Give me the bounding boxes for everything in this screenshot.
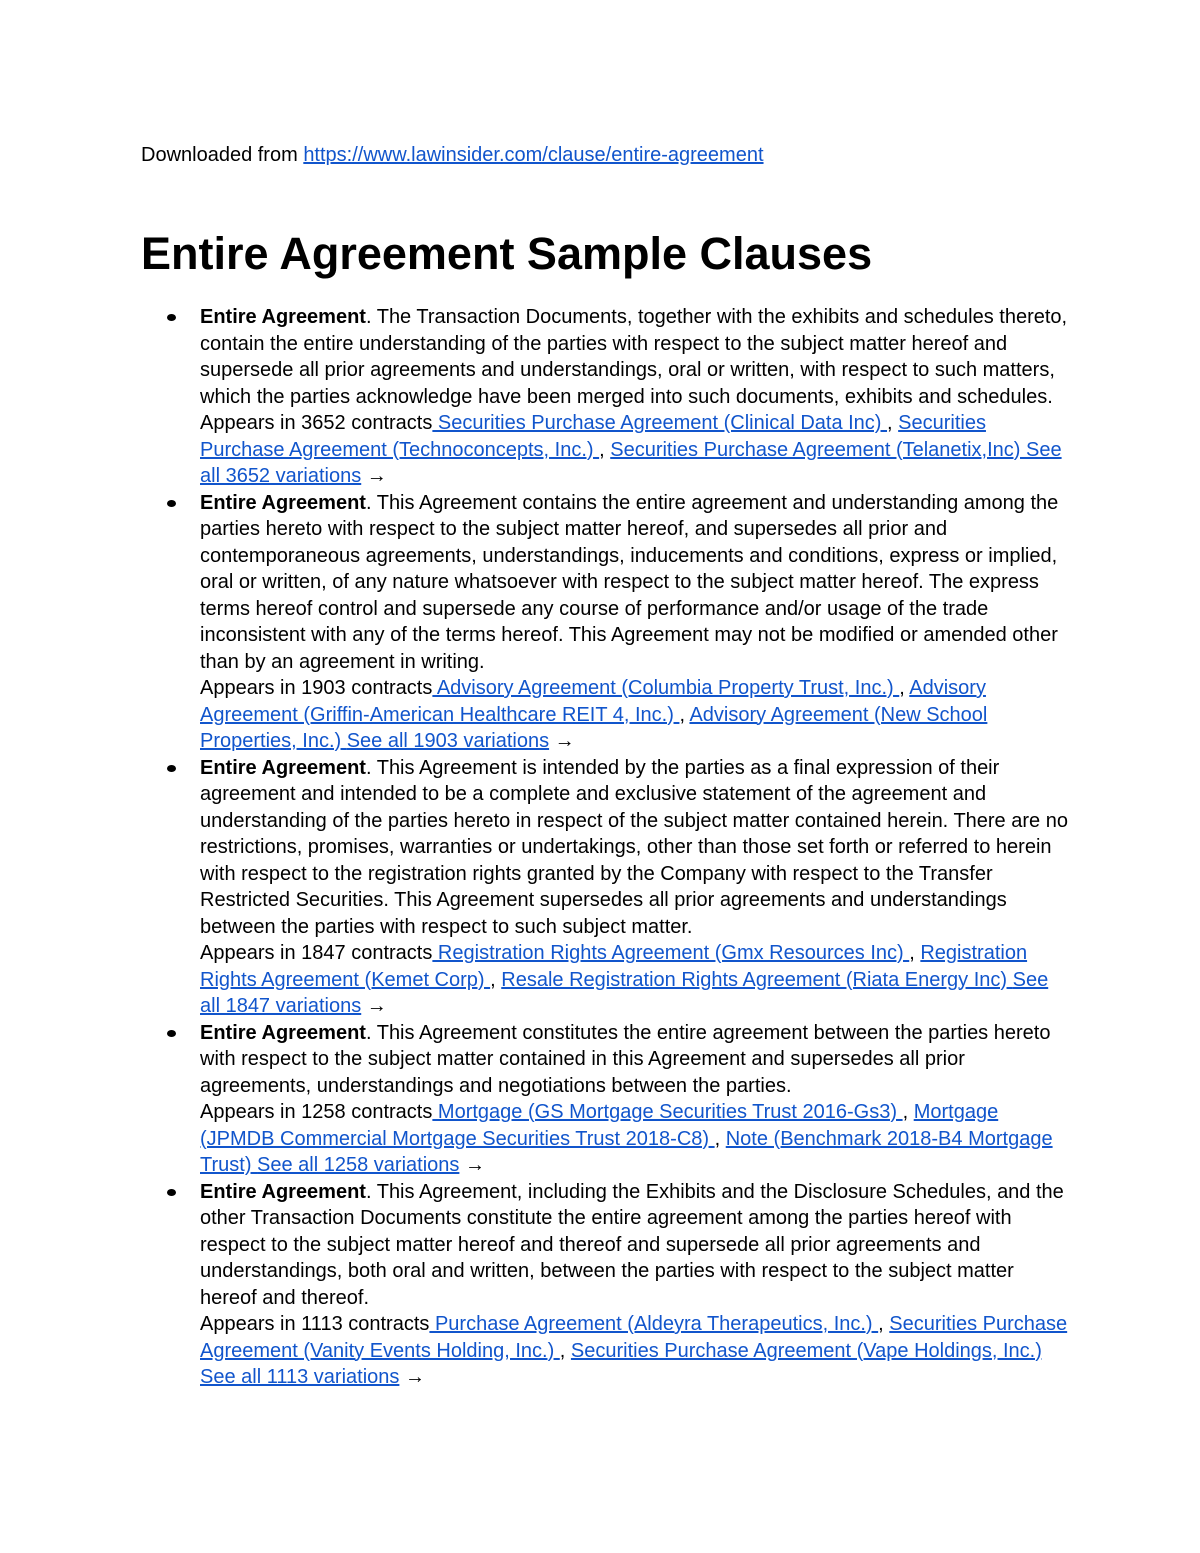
clause-body (200, 304, 1071, 410)
bullet-icon (167, 500, 176, 507)
appears-count: Appears in 1258 contracts (200, 1101, 433, 1123)
see-all-link[interactable]: See all 1903 variations (346, 730, 550, 752)
clause-item (141, 1020, 1071, 1179)
document-page (141, 141, 1071, 1391)
clause-body (200, 1179, 1071, 1312)
separator: , (679, 703, 685, 726)
contract-link[interactable]: Advisory Agreement (Griffin-American Healthcare REIT 4, Inc.) (200, 677, 986, 726)
contract-link[interactable]: Securities Purchase Agreement (Telanetix,Inc) (610, 438, 1026, 461)
clause-body (200, 755, 1071, 941)
clause-body (200, 490, 1071, 676)
clause-name: Entire Agreement (200, 1180, 366, 1203)
clause-name: Entire Agreement (200, 306, 366, 328)
arrow-right-icon: → (404, 1366, 425, 1388)
source-link[interactable]: https://www.lawinsider.com/clause/entire-agreement (303, 144, 764, 166)
contract-link[interactable]: Resale Registration Rights Agreement (Riata Energy Inc) (501, 968, 1013, 991)
contract-link[interactable]: Securities Purchase Agreement (Technoconcepts, Inc.) (200, 412, 986, 461)
bullet-icon (167, 314, 176, 321)
source-line (141, 141, 1071, 169)
page-title: Entire Agreement Sample Clauses (141, 228, 873, 279)
separator: , (899, 677, 905, 699)
downloaded-from-label: Downloaded from (141, 144, 298, 166)
clause-item (141, 1179, 1071, 1391)
clause-body (200, 1020, 1071, 1100)
appears-count: Appears in 1847 contracts (200, 942, 433, 964)
clause-text: . The Transaction Documents, together with the exhibits and schedules thereto, contain the entire understanding of the parties with respect to the subject matter hereof and supersede all prior agreements and understandings, oral or written, with respect to such matters, which the parties acknowledge have been merged into such documents, exhibits and schedules. (200, 306, 1068, 408)
see-all-link[interactable]: See all 3652 variations (200, 438, 1062, 487)
contract-link[interactable]: Advisory Agreement (New School Properties, Inc.) (200, 703, 988, 752)
separator: , (559, 1339, 566, 1362)
contract-link[interactable]: Securities Purchase Agreement (Vanity Events Holding, Inc.) (200, 1313, 1068, 1362)
separator: , (714, 1127, 721, 1150)
clause-name: Entire Agreement (200, 1021, 366, 1044)
separator: , (902, 1101, 909, 1123)
arrow-right-icon: → (464, 1154, 485, 1176)
clause-name: Entire Agreement (200, 756, 366, 779)
appears-in-line (200, 940, 1071, 1020)
arrow-right-icon: → (366, 465, 387, 487)
appears-in-line (200, 675, 1071, 755)
appears-in-line (200, 1099, 1071, 1179)
clause-item (141, 304, 1071, 490)
see-all-link[interactable]: See all 1847 variations (200, 968, 1049, 1017)
bullet-icon (167, 765, 176, 772)
clause-text: . This Agreement is intended by the parties as a final expression of their agreement and intended to be a complete and exclusive statement of the agreement and understanding of the parties hereto in respect of the subject matter contained herein. There are no restrictions, promises, warranties or undertakings, other than those set forth or referred to herein with respect to the registration rights granted by the Company with respect to the Transfer Restricted Securities. This Agreement supersedes all prior agreements and understandings between the parties with respect to such subject matter. (200, 756, 1068, 938)
bullet-icon (167, 1189, 176, 1196)
see-all-link[interactable]: See all 1258 variations (257, 1154, 460, 1176)
appears-in-line (200, 1311, 1071, 1391)
appears-count: Appears in 3652 contracts (200, 412, 433, 434)
separator: , (490, 968, 496, 991)
clause-name: Entire Agreement (200, 491, 366, 514)
clause-item (141, 755, 1071, 1020)
appears-count: Appears in 1903 contracts (200, 677, 433, 699)
separator: , (878, 1313, 884, 1335)
contract-link[interactable]: Purchase Agreement (Aldeyra Therapeutics, Inc.) (429, 1313, 879, 1335)
clause-text: . This Agreement, including the Exhibits and the Disclosure Schedules, and the other Transaction Documents constitute the entire agreement among the parties hereof with respect to the subject matter hereof and thereof and supersede all prior agreements and understandings, both oral and written, between the parties with respect to the subject matter hereof and thereof. (200, 1180, 1064, 1309)
contract-link[interactable]: Securities Purchase Agreement (Vape Holdings, Inc.) (570, 1339, 1042, 1362)
see-all-link[interactable]: See all 1113 variations (200, 1366, 400, 1388)
clause-item (141, 490, 1071, 755)
separator: , (599, 438, 605, 461)
contract-link[interactable]: Advisory Agreement (Columbia Property Trust, Inc.) (432, 677, 900, 699)
separator: , (887, 412, 893, 434)
clause-list (141, 304, 1071, 1391)
bullet-icon (167, 1030, 176, 1037)
separator: , (909, 942, 915, 964)
arrow-right-icon: → (554, 730, 575, 752)
contract-link[interactable]: Registration Rights Agreement (Kemet Corp) (200, 942, 1028, 991)
arrow-right-icon: → (366, 995, 387, 1017)
contract-link[interactable]: Note (Benchmark 2018-B4 Mortgage Trust) (200, 1127, 1053, 1176)
contract-link[interactable]: Mortgage (GS Mortgage Securities Trust 2016-Gs3) (432, 1101, 903, 1123)
contract-link[interactable]: Securities Purchase Agreement (Clinical Data Inc) (432, 412, 888, 434)
appears-count: Appears in 1113 contracts (200, 1313, 430, 1335)
contract-link[interactable]: Mortgage (JPMDB Commercial Mortgage Securities Trust 2018-C8) (200, 1101, 999, 1150)
contract-link[interactable]: Registration Rights Agreement (Gmx Resources Inc) (432, 942, 910, 964)
clause-text: . This Agreement contains the entire agreement and understanding among the parties hereto with respect to the subject matter hereof, and supersedes all prior and contemporaneous agreements, understandings, inducements and conditions, express or implied, oral or written, of any nature whatsoever with respect to the subject matter hereof. The express terms hereof control and supersede any course of performance and/or usage of the trade inconsistent with any of the terms hereof. This Agreement may not be modified or amended other than by an agreement in writing. (200, 491, 1059, 673)
appears-in-line (200, 410, 1071, 490)
clause-text: . This Agreement constitutes the entire agreement between the parties hereto with respect to the subject matter contained in this Agreement and supersedes all prior agreements, understandings and negotiations between the parties. (200, 1021, 1051, 1097)
